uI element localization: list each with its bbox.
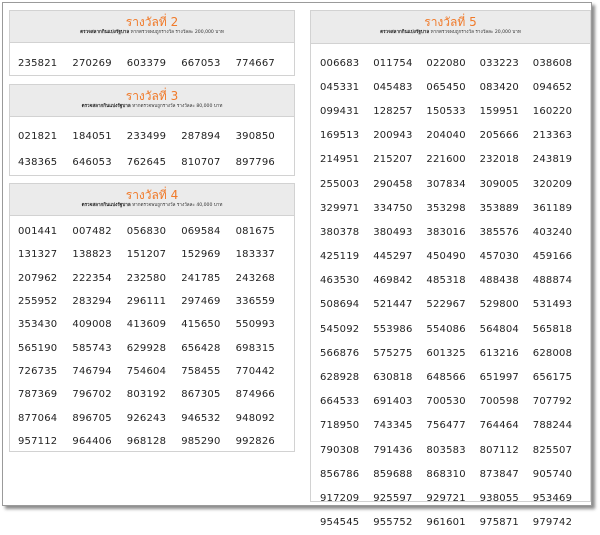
prize-number: 207962 xyxy=(18,272,58,284)
prize-5-subtitle-rest: หากตรวจพบถูกรางวัล รางวัลละ 20,000 บาท xyxy=(430,30,521,35)
prize-number: 953469 xyxy=(532,492,573,504)
prize-number: 743345 xyxy=(373,420,413,432)
prize-number: 553986 xyxy=(373,323,413,335)
prize-number: 283294 xyxy=(72,296,112,308)
prize-number: 099431 xyxy=(320,105,360,117)
prize-number: 508694 xyxy=(320,299,360,311)
prize-number: 463530 xyxy=(320,275,360,287)
prize-number: 575275 xyxy=(373,347,413,359)
prize-3-panel xyxy=(9,84,295,176)
prize-number: 213363 xyxy=(532,130,573,142)
prize-2-subtitle xyxy=(10,29,294,36)
prize-number: 629928 xyxy=(126,342,167,354)
prize-number: 038608 xyxy=(532,57,573,69)
prize-number: 601325 xyxy=(426,347,466,359)
prize-number: 138823 xyxy=(72,249,112,261)
prize-4-header xyxy=(10,184,294,216)
prize-number: 128257 xyxy=(373,105,413,117)
prize-4-subtitle-rest: หากตรวจพบถูกรางวัล รางวัลละ 40,000 บาท xyxy=(132,203,223,208)
prize-number: 214951 xyxy=(320,154,360,166)
prize-4-title: รางวัลที่ 4 xyxy=(125,188,179,202)
prize-number: 243819 xyxy=(532,154,573,166)
prize-number: 065450 xyxy=(426,81,466,93)
prize-number: 233499 xyxy=(126,130,167,142)
prize-number: 385576 xyxy=(479,226,519,238)
prize-number: 459166 xyxy=(532,251,573,263)
prize-number: 045331 xyxy=(320,81,360,93)
prize-5-subtitle xyxy=(311,29,590,36)
prize-3-title: รางวัลที่ 3 xyxy=(125,89,179,103)
prize-number: 160220 xyxy=(532,105,573,117)
prize-number: 152969 xyxy=(181,249,221,261)
prize-number: 215207 xyxy=(373,154,413,166)
prize-number: 707792 xyxy=(532,396,573,408)
prize-number: 803192 xyxy=(126,389,167,401)
prize-number: 651997 xyxy=(479,372,519,384)
prize-2-panel xyxy=(9,10,295,76)
prize-5-subtitle-bold: ตรวจสลากกินแบ่งรัฐบาล xyxy=(380,30,430,35)
prize-number: 287894 xyxy=(181,130,221,142)
prize-number: 235821 xyxy=(18,57,58,69)
prize-number: 545092 xyxy=(320,323,360,335)
prize-number: 946532 xyxy=(181,412,221,424)
prize-number: 011754 xyxy=(373,57,413,69)
prize-number: 309005 xyxy=(479,178,519,190)
prize-number: 985290 xyxy=(181,435,221,447)
prize-number: 718950 xyxy=(320,420,360,432)
prize-number: 873847 xyxy=(479,468,519,480)
prize-number: 021821 xyxy=(18,130,58,142)
prize-number: 554086 xyxy=(426,323,466,335)
prize-number: 353889 xyxy=(479,202,519,214)
prize-number: 184051 xyxy=(72,130,112,142)
prize-3-subtitle-rest: หากตรวจพบถูกรางวัล รางวัลละ 80,000 บาท xyxy=(132,104,223,109)
prize-number: 807112 xyxy=(479,444,519,456)
prize-number: 764464 xyxy=(479,420,519,432)
prize-number: 222354 xyxy=(72,272,112,284)
prize-number: 628008 xyxy=(532,347,573,359)
prize-number: 081675 xyxy=(235,226,275,238)
prize-number: 380493 xyxy=(373,226,413,238)
prize-number: 877064 xyxy=(18,412,58,424)
prize-number: 585743 xyxy=(72,342,112,354)
prize-number: 964406 xyxy=(72,435,112,447)
prize-number: 521447 xyxy=(373,299,413,311)
prize-number: 726735 xyxy=(18,365,58,377)
prize-number: 754604 xyxy=(126,365,167,377)
prize-number: 790308 xyxy=(320,444,360,456)
prize-number: 007482 xyxy=(72,226,112,238)
prize-number: 353298 xyxy=(426,202,466,214)
prize-number: 183337 xyxy=(235,249,275,261)
prize-5-header xyxy=(311,11,590,44)
prize-number: 762645 xyxy=(126,156,167,168)
prize-number: 329971 xyxy=(320,202,360,214)
prize-number: 905740 xyxy=(532,468,573,480)
prize-number: 700530 xyxy=(426,396,466,408)
prize-number: 022080 xyxy=(426,57,466,69)
prize-number: 488874 xyxy=(532,275,573,287)
prize-number: 859688 xyxy=(373,468,413,480)
prize-3-header xyxy=(10,85,294,117)
prize-number: 955752 xyxy=(373,517,413,529)
prize-number: 979742 xyxy=(532,517,573,529)
prize-number: 925597 xyxy=(373,492,413,504)
prize-number: 648566 xyxy=(426,372,466,384)
prize-number: 788244 xyxy=(532,420,573,432)
prize-number: 746794 xyxy=(72,365,112,377)
prize-3-subtitle-bold: ตรวจสลากกินแบ่งรัฐบาล xyxy=(81,104,131,109)
prize-4-subtitle-bold: ตรวจสลากกินแบ่งรัฐบาล xyxy=(81,203,131,208)
prize-number: 094652 xyxy=(532,81,573,93)
prize-number: 221600 xyxy=(426,154,466,166)
prize-number: 700598 xyxy=(479,396,519,408)
prize-number: 403240 xyxy=(532,226,573,238)
prize-number: 630818 xyxy=(373,372,413,384)
prize-number: 565818 xyxy=(532,323,573,335)
prize-number: 791436 xyxy=(373,444,413,456)
prize-number: 320209 xyxy=(532,178,573,190)
prize-number: 656175 xyxy=(532,372,573,384)
prize-number: 485318 xyxy=(426,275,466,287)
prize-number: 992826 xyxy=(235,435,275,447)
prize-number: 001441 xyxy=(18,226,58,238)
prize-2-subtitle-rest: หากตรวจพบถูกรางวัล รางวัลละ 200,000 บาท xyxy=(130,30,224,35)
prize-number: 205666 xyxy=(479,130,519,142)
prize-number: 667053 xyxy=(181,57,221,69)
prize-number: 150533 xyxy=(426,105,466,117)
prize-number: 232580 xyxy=(126,272,167,284)
prize-number: 151207 xyxy=(126,249,167,261)
prize-number: 045483 xyxy=(373,81,413,93)
prize-number: 628928 xyxy=(320,372,360,384)
prize-number: 550993 xyxy=(235,319,275,331)
prize-number: 564804 xyxy=(479,323,519,335)
prize-number: 774667 xyxy=(235,57,275,69)
prize-number: 232018 xyxy=(479,154,519,166)
prize-number: 917209 xyxy=(320,492,360,504)
prize-number: 469842 xyxy=(373,275,413,287)
prize-number: 698315 xyxy=(235,342,275,354)
prize-number: 770442 xyxy=(235,365,275,377)
prize-number: 691403 xyxy=(373,396,413,408)
prize-number: 204040 xyxy=(426,130,466,142)
prize-number: 957112 xyxy=(18,435,58,447)
prize-number: 531493 xyxy=(532,299,573,311)
prize-number: 968128 xyxy=(126,435,167,447)
prize-2-numbers xyxy=(10,43,294,75)
prize-number: 810707 xyxy=(181,156,221,168)
prize-number: 255003 xyxy=(320,178,360,190)
prize-number: 856786 xyxy=(320,468,360,480)
prize-number: 603379 xyxy=(126,57,167,69)
prize-number: 069584 xyxy=(181,226,221,238)
prize-number: 255952 xyxy=(18,296,58,308)
prize-number: 409008 xyxy=(72,319,112,331)
prize-3-numbers xyxy=(10,117,294,175)
prize-number: 200943 xyxy=(373,130,413,142)
prize-number: 565190 xyxy=(18,342,58,354)
prize-number: 438365 xyxy=(18,156,58,168)
prize-5-numbers xyxy=(311,44,590,535)
prize-number: 522967 xyxy=(426,299,466,311)
prize-number: 450490 xyxy=(426,251,466,263)
prize-number: 488438 xyxy=(479,275,519,287)
prize-number: 307834 xyxy=(426,178,466,190)
prize-number: 270269 xyxy=(72,57,112,69)
prize-number: 290458 xyxy=(373,178,413,190)
prize-number: 056830 xyxy=(126,226,167,238)
prize-5-title: รางวัลที่ 5 xyxy=(424,15,477,29)
prize-number: 336559 xyxy=(235,296,275,308)
prize-number: 006683 xyxy=(320,57,360,69)
prize-number: 383016 xyxy=(426,226,466,238)
prize-number: 159951 xyxy=(479,105,519,117)
prize-number: 297469 xyxy=(181,296,221,308)
prize-number: 867305 xyxy=(181,389,221,401)
prize-number: 131327 xyxy=(18,249,58,261)
prize-number: 954545 xyxy=(320,517,360,529)
prize-number: 646053 xyxy=(72,156,112,168)
prize-number: 613216 xyxy=(479,347,519,359)
prize-number: 296111 xyxy=(126,296,167,308)
prize-number: 938055 xyxy=(479,492,519,504)
prize-number: 874966 xyxy=(235,389,275,401)
prize-number: 656428 xyxy=(181,342,221,354)
prize-number: 926243 xyxy=(126,412,167,424)
prize-4-subtitle xyxy=(10,202,294,209)
prize-number: 897796 xyxy=(235,156,275,168)
prize-2-title: รางวัลที่ 2 xyxy=(125,15,179,29)
prize-number: 083420 xyxy=(479,81,519,93)
prize-number: 929721 xyxy=(426,492,466,504)
prize-5-panel xyxy=(310,10,591,529)
prize-number: 353430 xyxy=(18,319,58,331)
prize-number: 529800 xyxy=(479,299,519,311)
prize-3-subtitle xyxy=(10,103,294,110)
prize-number: 758455 xyxy=(181,365,221,377)
prize-number: 380378 xyxy=(320,226,360,238)
prize-2-subtitle-bold: ตรวจสลากกินแบ่งรัฐบาล xyxy=(80,30,130,35)
prize-number: 896705 xyxy=(72,412,112,424)
prize-number: 390850 xyxy=(235,130,275,142)
prize-number: 756477 xyxy=(426,420,466,432)
prize-number: 457030 xyxy=(479,251,519,263)
prize-number: 961601 xyxy=(426,517,466,529)
prize-number: 241785 xyxy=(181,272,221,284)
prize-number: 169513 xyxy=(320,130,360,142)
prize-4-panel xyxy=(9,183,295,452)
prize-4-numbers xyxy=(10,216,294,453)
prize-number: 948092 xyxy=(235,412,275,424)
prize-number: 334750 xyxy=(373,202,413,214)
prize-number: 566876 xyxy=(320,347,360,359)
prize-number: 825507 xyxy=(532,444,573,456)
prize-number: 415650 xyxy=(181,319,221,331)
prize-number: 445297 xyxy=(373,251,413,263)
prize-number: 796702 xyxy=(72,389,112,401)
prize-number: 803583 xyxy=(426,444,466,456)
prize-number: 361189 xyxy=(532,202,573,214)
prize-number: 868310 xyxy=(426,468,466,480)
prize-number: 975871 xyxy=(479,517,519,529)
prize-number: 787369 xyxy=(18,389,58,401)
prize-number: 413609 xyxy=(126,319,167,331)
prize-number: 243268 xyxy=(235,272,275,284)
prize-number: 425119 xyxy=(320,251,360,263)
prize-2-header xyxy=(10,11,294,43)
prize-number: 664533 xyxy=(320,396,360,408)
prize-number: 033223 xyxy=(479,57,519,69)
